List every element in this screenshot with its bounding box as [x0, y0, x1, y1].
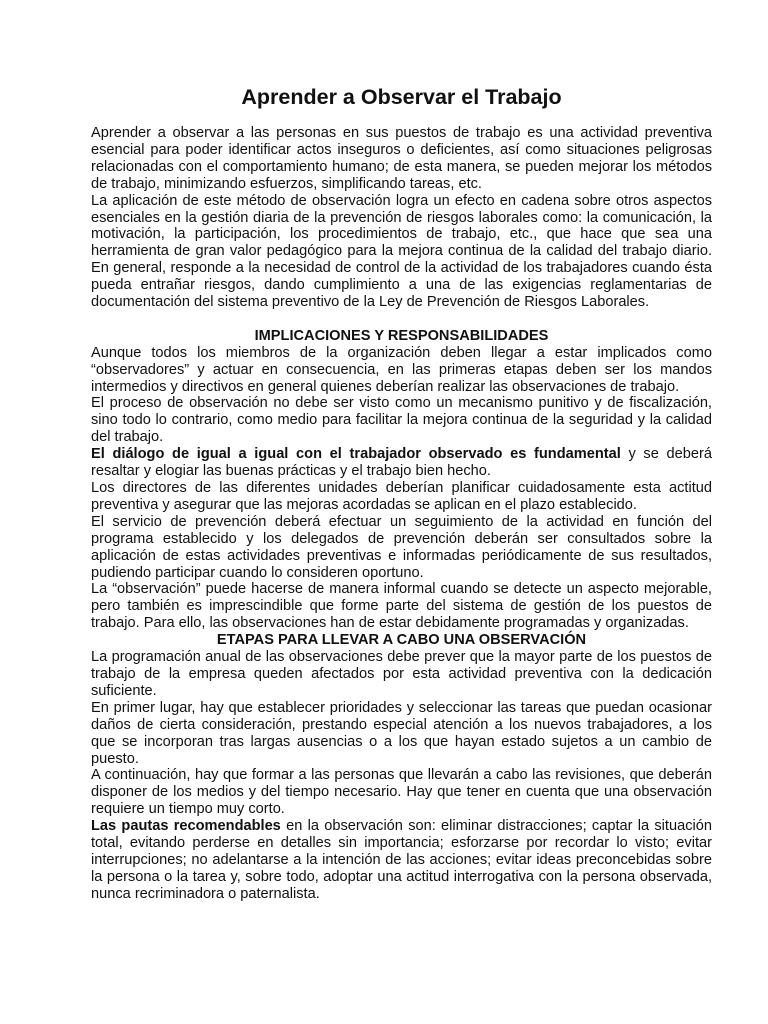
- document-page: [91, 84, 712, 903]
- section2-paragraph-3: A continuación, hay que formar a las personas que llevarán a cabo las revisiones, que deberán disponer de los medios y del tiempo necesario. Hay que tener en cuenta que una observación requiere un tiempo muy corto.: [91, 767, 712, 818]
- section1-paragraph-4: Los directores de las diferentes unidades deberían planificar cuidadosamente esta actitud preventiva y asegurar que las mejoras acordadas se aplican en el plazo establecido.: [91, 480, 712, 513]
- section2-paragraph-4: [91, 818, 712, 903]
- section2-paragraph-2: En primer lugar, hay que establecer prioridades y seleccionar las tareas que puedan ocasionar daños de cierta consideración, prestando especial atención a los nuevos trabajadores, a los que se incorporan tras largas ausencias o a los que hayan estado sujetos a un cambio de puesto.: [91, 699, 712, 767]
- section-heading-implicaciones: IMPLICACIONES Y RESPONSABILIDADES: [254, 327, 549, 344]
- section1-paragraph-1: Aunque todos los miembros de la organización deben llegar a estar implicados como “observadores” y actuar en consecuencia, en las primeras etapas deben ser los mandos intermedios y directivos en general quienes deberían realizar las observaciones de trabajo.: [91, 344, 712, 395]
- bold-phrase-dialogo: El diálogo de igual a igual con el trabajador observado es fundamental: [91, 446, 621, 463]
- bold-phrase-pautas: Las pautas recomendables: [91, 818, 281, 835]
- paragraph-text: y se deberá resaltar y elogiar las buenas prácticas y el trabajo bien hecho.: [91, 446, 712, 480]
- section1-paragraph-5: El servicio de prevención deberá efectuar un seguimiento de la actividad en función del programa establecido y los delegados de prevención deberán ser consultados sobre la aplicación de estas actividades preventivas e informadas periódicamente de sus resultados, pudiendo participar cuando lo consideren oportuno.: [91, 513, 712, 581]
- section1-paragraph-6: La “observación” puede hacerse de manera informal cuando se detecte un aspecto mejorable, pero también es imprescindible que forme parte del sistema de gestión de los puestos de trabajo. Para ello, las observaciones han de estar debidamente programadas y organizadas.: [91, 581, 712, 632]
- section2-paragraph-1: La programación anual de las observaciones debe prever que la mayor parte de los puestos de trabajo de la empresa queden afectados por esta actividad preventiva con la dedicación suficiente.: [91, 649, 712, 699]
- section1-paragraph-3: [91, 446, 712, 480]
- paragraph-text: en la observación son: eliminar distracciones; captar la situación total, evitando perderse en detalles sin importancia; esforzarse por recordar lo visto; evitar interrupciones; no adelantarse a la intención de las acciones; evitar ideas preconcebidas sobre la persona o la tarea y, sobre todo, adoptar una actitud interrogativa con la persona observada, nunca recriminadora o paternalista.: [91, 818, 712, 902]
- section1-paragraph-2: El proceso de observación no debe ser visto como un mecanismo punitivo y de fiscalización, sino todo lo contrario, como medio para facilitar la mejora continua de la seguridad y la calidad del trabajo.: [91, 395, 712, 446]
- intro-paragraph-1: Aprender a observar a las personas en sus puestos de trabajo es una actividad preventiva esencial para poder identificar actos inseguros o deficientes, así como situaciones peligrosas relacionadas con el comportamiento humano; de esta manera, se pueden mejorar los métodos de trabajo, minimizando esfuerzos, simplificando tareas, etc.: [91, 125, 712, 192]
- document-title: Aprender a Observar el Trabajo: [241, 85, 562, 109]
- spacer: [91, 311, 712, 328]
- intro-paragraph-2: La aplicación de este método de observación logra un efecto en cadena sobre otros aspectos esenciales en la gestión diaria de la prevención de riesgos laborales como: la comunicación, la motivación, la participación, los procedimientos de trabajo, etc., que hace que sea una herramienta de gran valor pedagógico para la mejora continua de la calidad del trabajo diario. En general, responde a la necesidad de control de la actividad de los trabajadores cuando ésta pueda entrañar riesgos, dando cumplimiento a una de las exigencias reglamentarias de documentación del sistema preventivo de la Ley de Prevención de Riesgos Laborales.: [91, 192, 712, 311]
- section-heading-etapas: ETAPAS PARA LLEVAR A CABO UNA OBSERVACIÓN: [216, 632, 587, 649]
